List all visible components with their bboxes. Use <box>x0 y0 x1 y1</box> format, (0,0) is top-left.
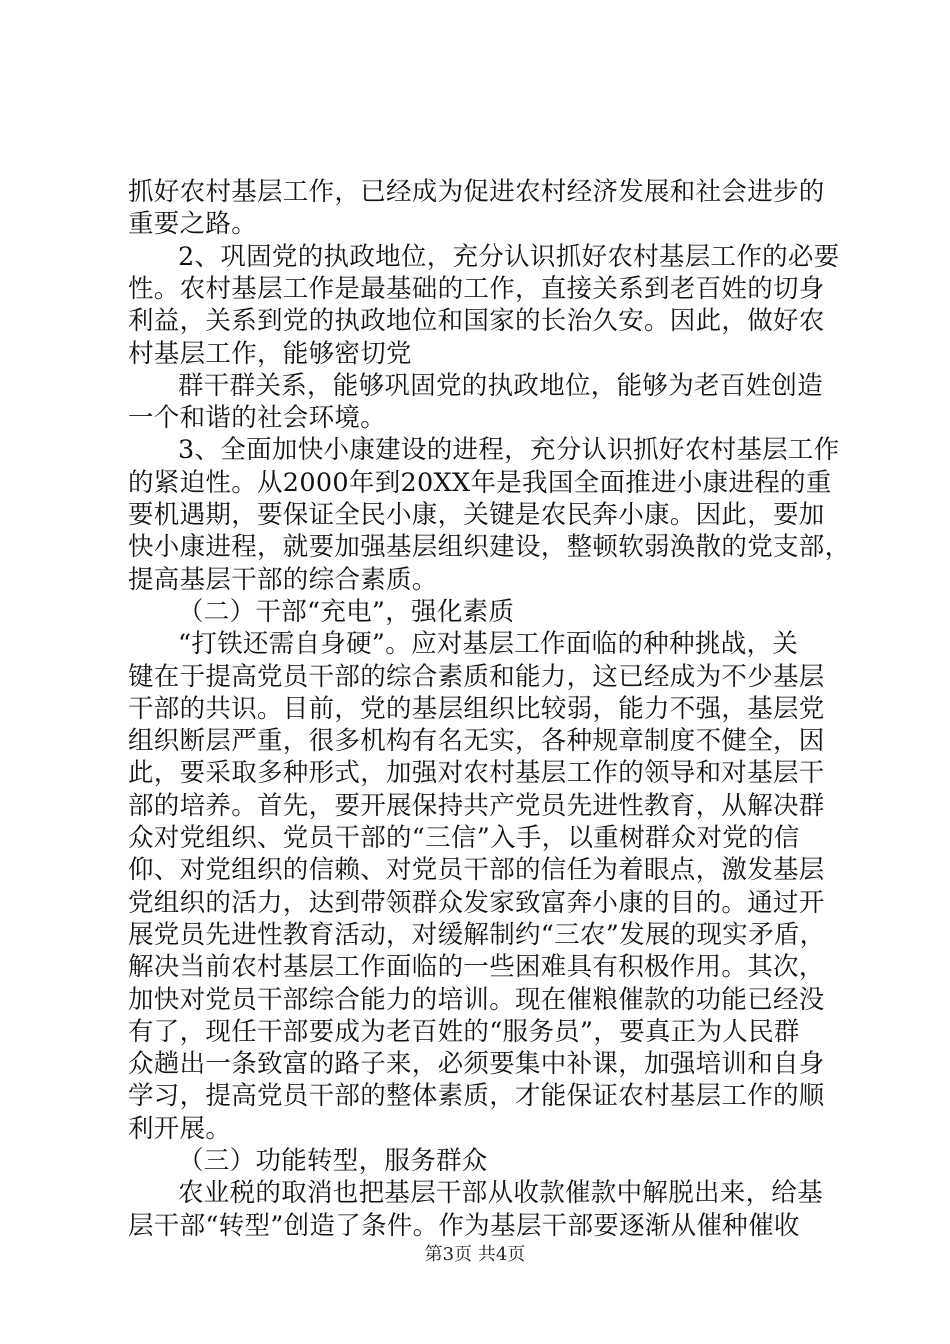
text-line: 3、全面加快小康建设的进程，充分认识抓好农村基层工作 <box>178 435 840 466</box>
section-heading: （三）功能转型，服务群众 <box>178 1146 488 1176</box>
text-line: 群干群关系，能够巩固党的执政地位，能够为老百姓创造 <box>178 370 824 401</box>
text-line: 部的培养。首先，要开展保持共产党员先进性教育，从解决群 <box>128 790 825 821</box>
text-line: 组织断层严重，很多机构有名无实，各种规章制度不健全，因 <box>128 726 825 757</box>
text-line: 的紧迫性。从2000年到20XX年是我国全面推进小康进程的重 <box>128 467 832 498</box>
text-line: 一个和谐的社会环境。 <box>128 403 387 434</box>
text-line: 党组织的活力，达到带领群众发家致富奔小康的目的。通过开 <box>128 887 825 918</box>
text-line: 此，要采取多种形式，加强对农村基层工作的领导和对基层干 <box>128 758 825 789</box>
text-line: 加快对党员干部综合能力的培训。现在催粮催款的功能已经没 <box>128 984 825 1015</box>
text-line: 农业税的取消也把基层干部从收款催款中解脱出来，给基 <box>178 1178 824 1209</box>
text-line: 众趟出一条致富的路子来，必须要集中补课，加强培训和自身 <box>128 1049 825 1080</box>
text-line: 抓好农村基层工作，已经成为促进农村经济发展和社会进步的 <box>128 177 825 207</box>
text-line: 利开展。 <box>128 1113 232 1144</box>
text-line: 众对党组织、党员干部的“三信”入手，以重树群众对党的信 <box>128 823 800 853</box>
page-number: 第3页 共4页 <box>424 1244 526 1265</box>
text-line: 性。农村基层工作是最基础的工作，直接关系到老百姓的切身 <box>128 273 825 304</box>
text-line: 学习，提高党员干部的整体素质，才能保证农村基层工作的顺 <box>128 1081 825 1112</box>
text-line: 有了，现任干部要成为老百姓的“服务员”，要真正为人民群 <box>128 1016 800 1047</box>
text-line: 要机遇期，要保证全民小康，关键是农民奔小康。因此，要加 <box>128 500 825 530</box>
text-line: 展党员先进性教育活动，对缓解制约“三农”发展的现实矛盾， <box>128 919 826 950</box>
section-heading: （二）干部“充电”，强化素质 <box>178 596 515 627</box>
text-line: 2、巩固党的执政地位，充分认识抓好农村基层工作的必要 <box>178 241 840 272</box>
text-line: 干部的共识。目前，党的基层组织比较弱，能力不强，基层党 <box>128 693 825 724</box>
text-line: 利益，关系到党的执政地位和国家的长治久安。因此，做好农 <box>128 306 825 337</box>
text-line: 层干部“转型”创造了条件。作为基层干部要逐渐从催种催收 <box>128 1210 800 1241</box>
text-line: 解决当前农村基层工作面临的一些困难具有积极作用。其次， <box>128 952 825 983</box>
page-footer <box>0 1243 950 1267</box>
text-line: 快小康进程，就要加强基层组织建设，整顿软弱涣散的党支部， <box>128 532 851 563</box>
text-line: 村基层工作，能够密切党 <box>128 338 412 369</box>
text-line: “打铁还需自身硬”。应对基层工作面临的种种挑战，关 <box>178 629 799 660</box>
text-line: 键在于提高党员干部的综合素质和能力，这已经成为不少基层 <box>128 661 825 692</box>
text-line: 提高基层干部的综合素质。 <box>128 564 438 595</box>
text-line: 重要之路。 <box>128 209 258 240</box>
text-line: 仰、对党组织的信赖、对党员干部的信任为着眼点，激发基层 <box>128 855 825 886</box>
